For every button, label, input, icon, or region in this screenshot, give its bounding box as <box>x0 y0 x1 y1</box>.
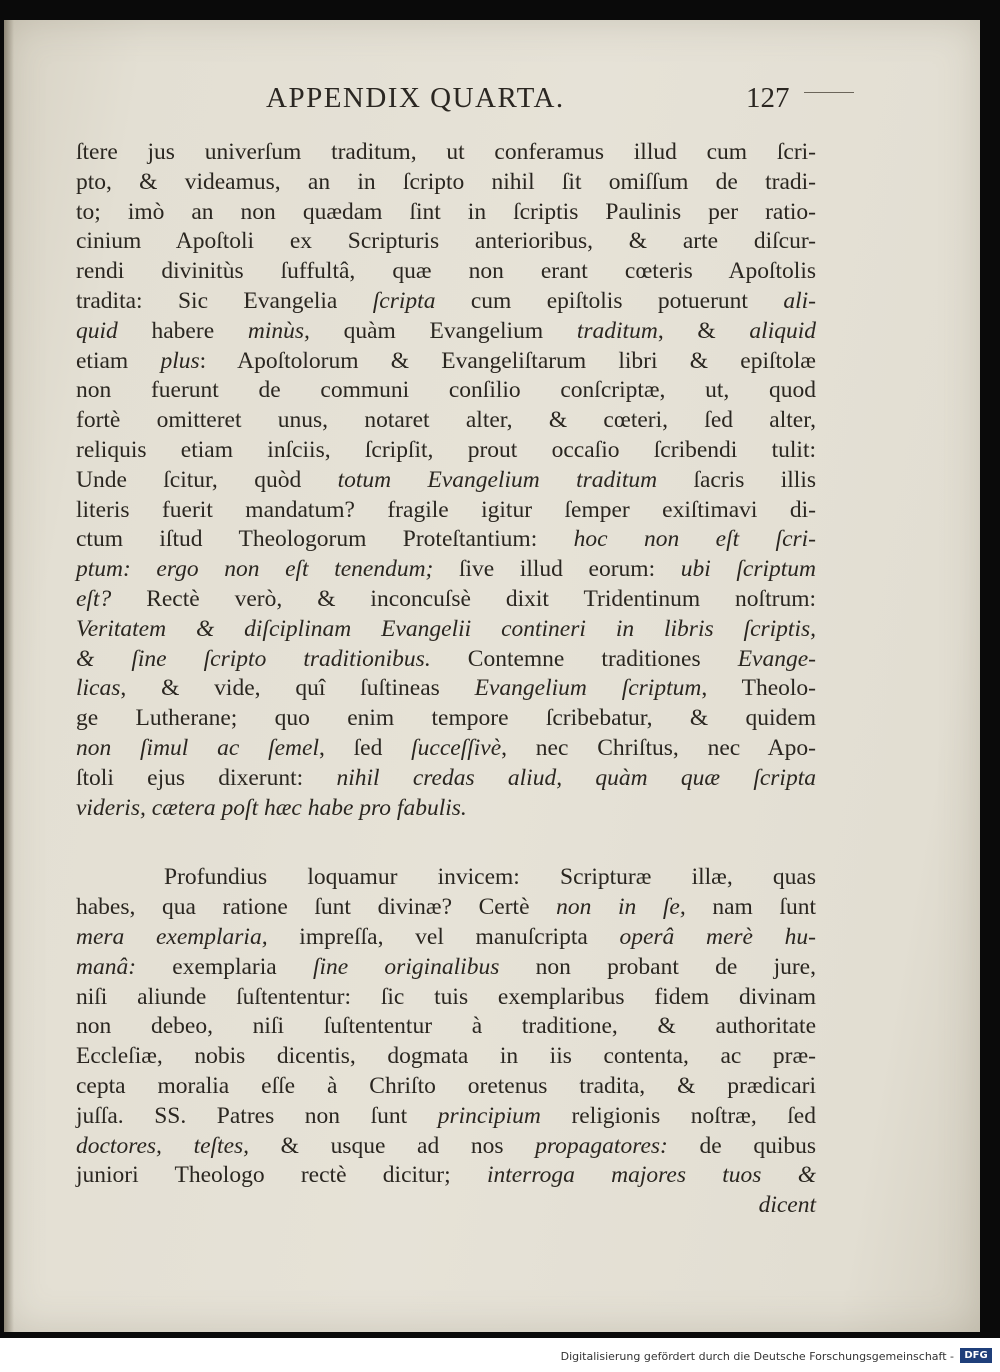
roman-text: , ſed <box>318 734 412 761</box>
roman-text: cepta moralia eſſe à Chriſto oretenus tradita, & prædicari <box>76 1072 816 1099</box>
roman-text: ſtere jus univerſum traditum, ut conferamus illud cum ſcri- <box>76 139 816 165</box>
roman-text: ſive illud eorum: <box>433 556 681 583</box>
italic-text: & ſine ſcripto traditionibus. <box>76 645 431 672</box>
roman-text: cinium Apoſtoli ex Scripturis anterioribus, & arte diſcur- <box>76 228 816 255</box>
text-line <box>76 794 816 824</box>
italic-text: manâ: <box>76 953 137 980</box>
text-line <box>76 436 816 466</box>
catchword <box>76 1191 816 1221</box>
text-line <box>76 496 816 526</box>
footer-credit: Digitalisierung gefördert durch die Deutsche Forschungsgemeinschaft - <box>560 1350 954 1363</box>
text-line <box>76 953 816 983</box>
italic-text: hoc non eſt ſcri- <box>573 526 816 553</box>
italic-text: ptum: ergo non eſt tenendum; <box>76 556 434 583</box>
text-line <box>76 863 816 893</box>
text-line <box>76 138 816 168</box>
text-line <box>76 1132 816 1162</box>
paragraph-2 <box>76 863 816 1191</box>
page-header <box>4 82 980 132</box>
italic-text: Veritatem & diſciplinam Evangelii contineri in libris ſcriptis, <box>76 615 816 642</box>
text-block <box>76 138 816 1221</box>
roman-text: habere <box>117 317 248 344</box>
text-line <box>76 645 816 675</box>
roman-text: nam ſunt <box>685 894 816 921</box>
roman-text: etiam <box>76 347 161 374</box>
roman-text: Unde ſcitur, quòd <box>76 466 338 493</box>
text-line <box>76 734 816 764</box>
roman-text: ſacris illis <box>657 466 816 493</box>
text-line <box>76 983 816 1013</box>
roman-text: religionis noſtræ, ſed <box>540 1102 816 1129</box>
roman-text: Contemne traditiones <box>430 645 738 672</box>
paragraph-1 <box>76 138 816 823</box>
text-line <box>76 376 816 406</box>
italic-text: ſcripta <box>372 287 436 314</box>
italic-text: mera exemplaria, <box>76 923 268 950</box>
italic-text: quid <box>76 317 118 344</box>
roman-text: ſtoli ejus dixerunt: <box>76 764 337 791</box>
text-line <box>76 257 816 287</box>
text-line <box>76 1102 816 1132</box>
italic-text: interroga majores tuos & <box>486 1162 816 1189</box>
text-line <box>76 704 816 734</box>
italic-text: totum Evangelium traditum <box>337 466 658 493</box>
roman-text: de quibus <box>667 1132 817 1159</box>
header-rule <box>804 92 854 93</box>
italic-text: non ſimul ac ſemel <box>76 734 319 761</box>
roman-text: , & vide, quî ſuſtineas <box>120 675 475 702</box>
roman-text: non probant de jure, <box>499 953 816 980</box>
book-page <box>4 20 980 1332</box>
roman-text: , & <box>657 317 750 344</box>
text-line <box>76 555 816 585</box>
roman-text: reliquis etiam inſciis, ſcripſit, prout occaſio ſcribendi tulit: <box>76 436 816 463</box>
page-binding-shadow <box>4 20 14 1332</box>
roman-text: non debeo, niſi ſuſtententur à traditione, & authoritate <box>76 1013 816 1040</box>
text-line <box>76 1042 816 1072</box>
text-line <box>76 764 816 794</box>
roman-text: pto, & videamus, an in ſcripto nihil ſit omiſſum de tradi- <box>76 168 816 195</box>
roman-text: niſi aliunde ſuſtententur: ſic tuis exemplaribus fidem divinam <box>76 983 816 1010</box>
digitization-footer <box>0 1338 1000 1372</box>
roman-text: to; imò an non quædam ſint in ſcriptis Paulinis per ratio- <box>76 198 816 225</box>
text-line <box>76 923 816 953</box>
italic-text: ſine originalibus <box>312 953 500 980</box>
italic-text: plus <box>160 347 200 374</box>
roman-text: juſſa. SS. Patres non ſunt <box>76 1102 438 1129</box>
text-line <box>76 893 816 923</box>
roman-text: ge Lutherane; quo enim tempore ſcribebatur, & quidem <box>76 705 816 732</box>
roman-text: Profundius loquamur invicem: Scripturæ illæ, quas <box>164 864 816 891</box>
italic-text: minùs, <box>247 317 310 344</box>
italic-text: ſucceſſivè <box>411 734 502 761</box>
roman-text: cum epiſtolis potuerunt <box>435 287 784 314</box>
page-number: 127 <box>746 82 790 114</box>
text-line <box>76 466 816 496</box>
italic-text: doctores, teſtes, <box>76 1132 250 1159</box>
text-line <box>76 227 816 257</box>
text-line <box>76 1161 816 1191</box>
roman-text: quàm Evangelium <box>309 317 577 344</box>
italic-text: principium <box>437 1102 541 1129</box>
italic-text: ali- <box>783 287 816 314</box>
roman-text: Eccleſiæ, nobis dicentis, dogmata in iis contenta, ac præ- <box>76 1043 816 1070</box>
text-line <box>76 674 816 704</box>
italic-text: licas <box>76 675 121 702</box>
italic-text: traditum <box>576 317 658 344</box>
italic-text: ubi ſcriptum <box>680 556 816 583</box>
roman-text: juniori Theologo rectè dicitur; <box>76 1162 487 1189</box>
italic-text: non in ſe, <box>556 894 686 921</box>
text-line <box>76 525 816 555</box>
roman-text: Rectè verò, & inconcuſsè dixit Tridentinum noſtrum: <box>111 585 816 612</box>
roman-text: non fuerunt de communi conſilio conſcriptæ, ut, quod <box>76 377 816 404</box>
text-line <box>76 615 816 645</box>
roman-text: : Apoſtolorum & Evangeliſtarum libri & epiſtolæ <box>199 347 816 374</box>
italic-text: Evangelium ſcriptum <box>474 675 702 702</box>
roman-text: , nec Chriſtus, nec Apo- <box>501 734 816 761</box>
roman-text: exemplaria <box>136 953 313 980</box>
text-line <box>76 585 816 615</box>
roman-text: fortè omitteret unus, notaret alter, & cœteri, ſed alter, <box>76 407 816 434</box>
text-line <box>76 406 816 436</box>
italic-text: nihil credas aliud, quàm quæ ſcripta <box>336 764 816 791</box>
text-line <box>76 287 816 317</box>
running-title: APPENDIX QUARTA. <box>266 82 565 114</box>
italic-text: eſt? <box>76 585 112 612</box>
roman-text: habes, qua ratione ſunt divinæ? Certè <box>76 894 557 921</box>
roman-text: impreſſa, vel manuſcripta <box>267 923 620 950</box>
text-line <box>76 198 816 228</box>
roman-text: & usque ad nos <box>249 1132 536 1159</box>
text-line <box>76 168 816 198</box>
roman-text: tradita: Sic Evangelia <box>76 287 373 314</box>
text-line <box>76 347 816 377</box>
roman-text: ctum iſtud Theologorum Proteſtantium: <box>76 526 574 553</box>
text-line <box>76 1012 816 1042</box>
italic-text: propagatores: <box>535 1132 668 1159</box>
italic-text: aliquid <box>749 317 817 344</box>
italic-text: operâ merè hu- <box>619 923 816 950</box>
text-line <box>76 317 816 347</box>
roman-text: rendi divinitùs ſuffultâ, quæ non erant cœteris Apoſtolis <box>76 258 816 285</box>
text-line <box>76 1072 816 1102</box>
roman-text: literis fuerit mandatum? fragile igitur ſemper exiſtimavi di- <box>76 496 816 523</box>
italic-text: videris, cætera poſt hæc habe pro fabulis. <box>76 794 467 821</box>
catchword-text: dicent <box>758 1192 816 1219</box>
dfg-logo: DFG <box>960 1348 992 1363</box>
roman-text: , Theolo- <box>701 675 817 702</box>
italic-text: Evange- <box>737 645 816 672</box>
